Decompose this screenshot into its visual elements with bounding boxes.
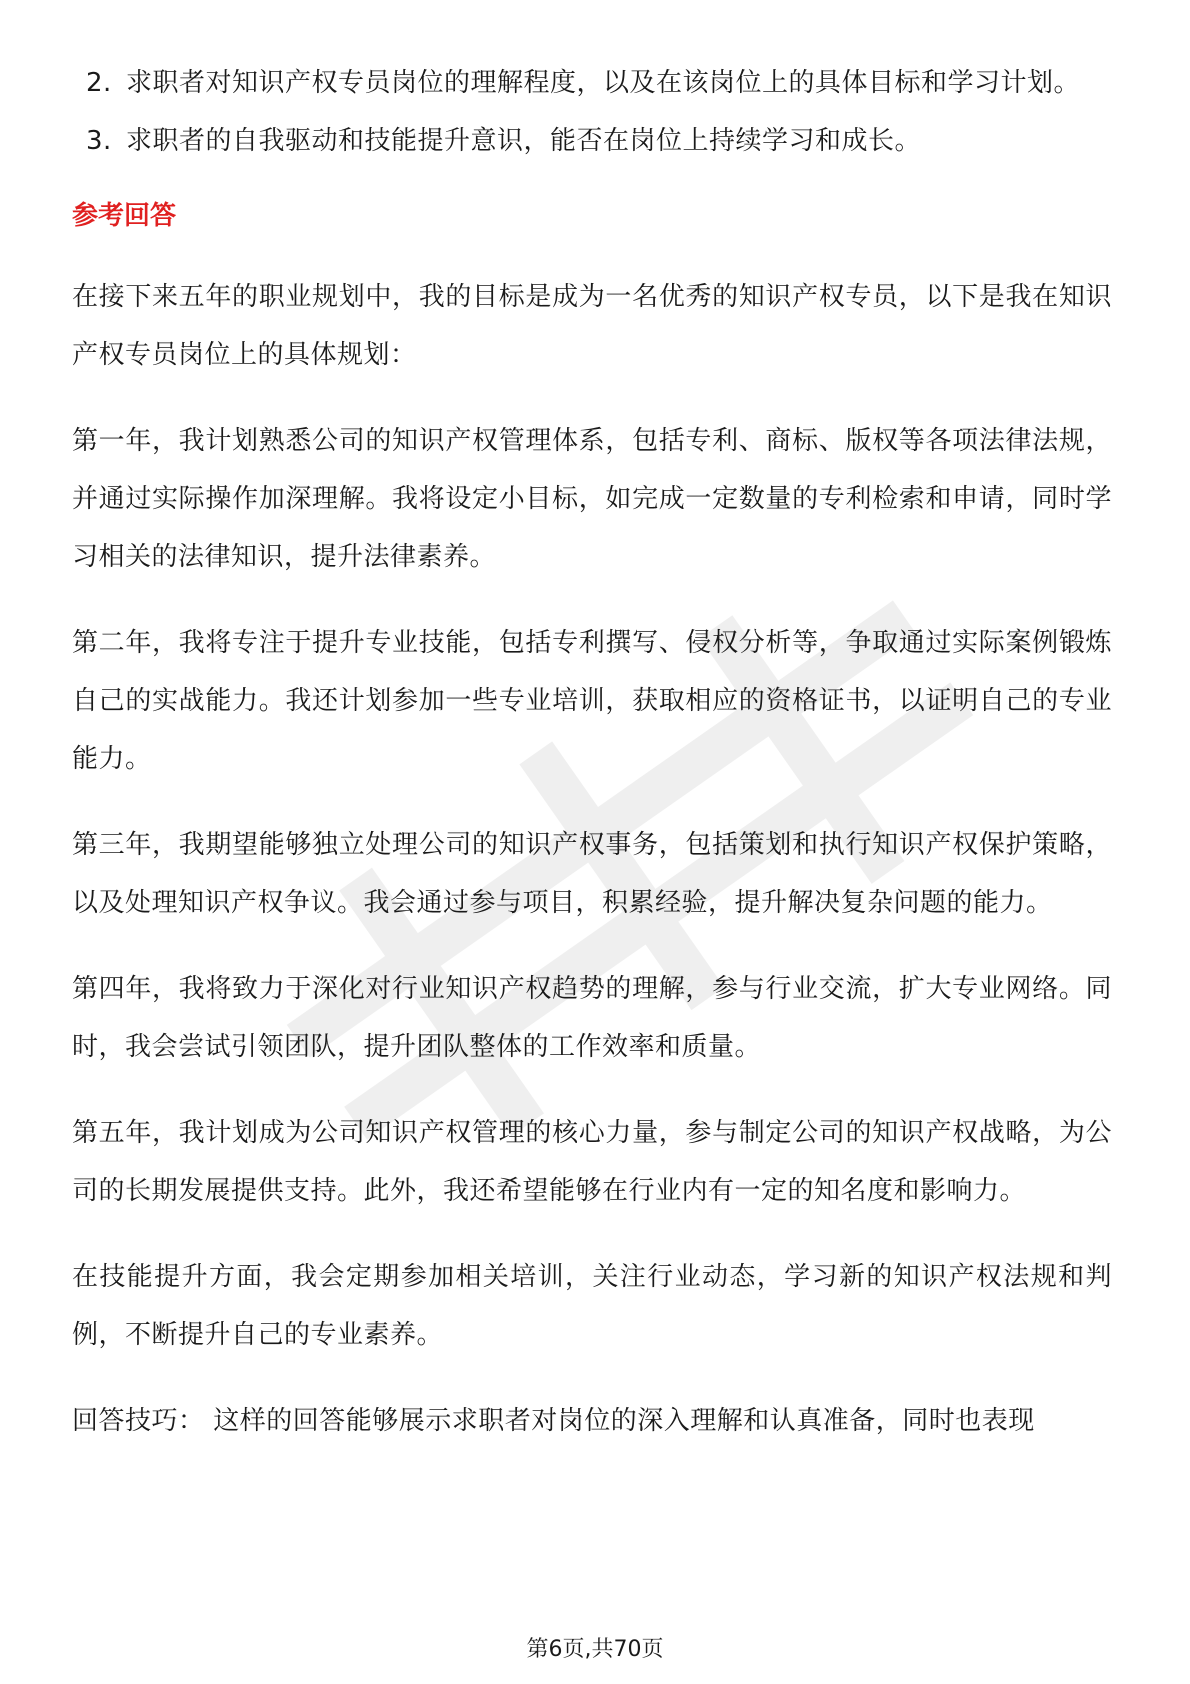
- paragraph-year-5: 第五年，我计划成为公司知识产权管理的核心力量，参与制定公司的知识产权战略，为公司的长期发展提供支持。此外，我还希望能够在行业内有一定的知名度和影响力。: [72, 1118, 1112, 1206]
- page-footer: 第6页,共70页: [526, 1637, 664, 1662]
- list-item: [72, 112, 1112, 170]
- paragraph-year-4: 第四年，我将致力于深化对行业知识产权趋势的理解，参与行业交流，扩大专业网络。同时，我会尝试引领团队，提升团队整体的工作效率和质量。: [72, 974, 1112, 1062]
- criteria-list: [72, 54, 1112, 170]
- list-item: [72, 54, 1112, 112]
- list-number: 3.: [86, 126, 112, 156]
- paragraph-intro: 在接下来五年的职业规划中，我的目标是成为一名优秀的知识产权专员，以下是我在知识产权专员岗位上的具体规划：: [72, 282, 1112, 370]
- answer-tip: 回答技巧： 这样的回答能够展示求职者对岗位的深入理解和认真准备，同时也表现: [72, 1406, 1035, 1436]
- content-area: [72, 54, 1112, 1450]
- paragraph-year-1: 第一年，我计划熟悉公司的知识产权管理体系，包括专利、商标、版权等各项法律法规，并通过实际操作加深理解。我将设定小目标，如完成一定数量的专利检索和申请，同时学习相关的法律知识，提升法律素养。: [72, 426, 1112, 572]
- answer-heading: 参考回答: [72, 201, 177, 231]
- paragraph-year-2: 第二年，我将专注于提升专业技能，包括专利撰写、侵权分析等，争取通过实际案例锻炼自己的实战能力。我还计划参加一些专业培训，获取相应的资格证书，以证明自己的专业能力。: [72, 628, 1112, 774]
- paragraph-skills: 在技能提升方面，我会定期参加相关培训，关注行业动态，学习新的知识产权法规和判例，不断提升自己的专业素养。: [72, 1262, 1112, 1350]
- list-number: 2.: [86, 68, 112, 98]
- paragraph-year-3: 第三年，我期望能够独立处理公司的知识产权事务，包括策划和执行知识产权保护策略，以及处理知识产权争议。我会通过参与项目，积累经验，提升解决复杂问题的能力。: [72, 830, 1112, 918]
- list-text: 求职者对知识产权专员岗位的理解程度，以及在该岗位上的具体目标和学习计划。: [126, 68, 1081, 98]
- list-text: 求职者的自我驱动和技能提升意识，能否在岗位上持续学习和成长。: [126, 126, 922, 156]
